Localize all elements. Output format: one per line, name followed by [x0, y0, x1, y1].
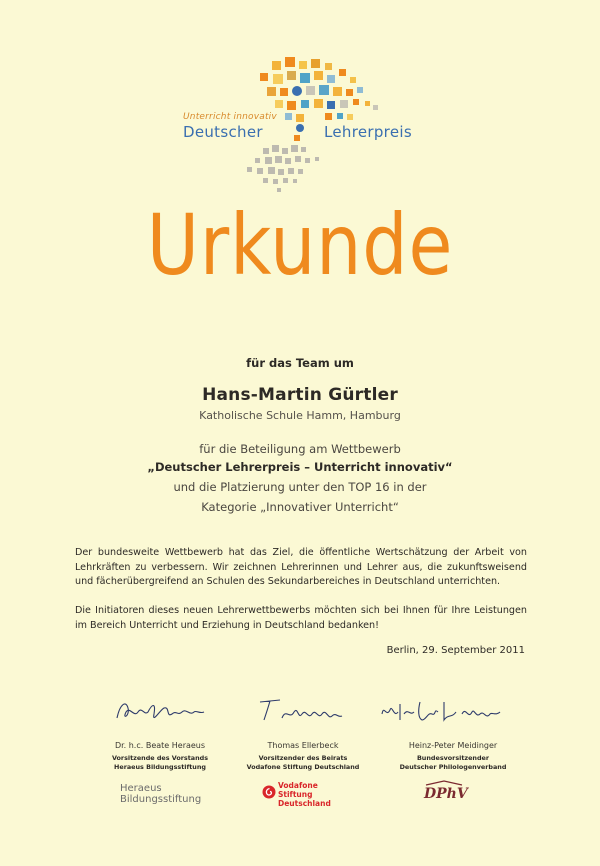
role-line: Vorsitzender des Beirats	[258, 754, 348, 762]
org-line: Bildungsstiftung	[120, 794, 202, 805]
role-line: Heraeus Bildungsstiftung	[114, 763, 206, 771]
signature-heraeus	[112, 690, 212, 730]
logo-name-deutscher: Deutscher	[183, 123, 263, 141]
signature-ellerbeck	[252, 690, 352, 730]
paragraph-goal: Der bundesweite Wettbewerb hat das Ziel, die öffentliche Wertschätzung der Arbeit von Lehrkräften zu verbessern. Wir zeichnen Lehrerinnen und Lehrer aus, die zukunftsweisend und fächerübergreifend an Schulen des Sekundarbereiches in Deutschland unterrichten.	[75, 547, 527, 587]
dphv-logo-text: DPhV	[424, 786, 468, 802]
role-line: Bundesvorsitzender	[416, 754, 490, 762]
award-category: Kategorie „Innovativer Unterricht“	[201, 500, 399, 514]
role-line: Vorsitzende des Vorstands	[111, 754, 209, 762]
paragraph-thanks: Die Initiatoren dieses neuen Lehrerwettbewerbs möchten sich bei Ihnen für Ihre Leistungen im Bereich Unterricht und Erziehung in Deutschland bedanken!	[75, 605, 527, 631]
recipient-name: Hans-Martin Gürtler	[202, 385, 398, 405]
dphv-logo	[424, 780, 484, 802]
award-competition: „Deutscher Lehrerpreis – Unterricht innovativ“	[147, 460, 453, 474]
recipient-intro: für das Team um	[246, 356, 354, 370]
award-placement: und die Platzierung unter den TOP 16 in der	[173, 480, 427, 494]
org-line: Heraeus	[120, 783, 162, 794]
vodafone-speechmark-icon	[262, 785, 276, 799]
deutscher-lehrerpreis-logo	[175, 55, 435, 200]
signatory-role-meidinger	[368, 754, 538, 772]
date-line: Berlin, 29. September 2011	[386, 645, 525, 656]
org-line: Vodafone	[278, 781, 318, 790]
logo-tagline: Unterricht innovativ	[183, 112, 277, 122]
vodafone-logo-text	[278, 781, 331, 808]
logo-name-lehrerpreis: Lehrerpreis	[324, 123, 412, 141]
org-line: Deutschland	[278, 799, 331, 808]
signatory-name-heraeus: Dr. h.c. Beate Heraeus	[114, 741, 206, 750]
org-line: Stiftung	[278, 790, 313, 799]
recipient-school: Katholische Schule Hamm, Hamburg	[199, 409, 401, 422]
heraeus-logo	[120, 783, 240, 805]
certificate-title: Urkunde	[146, 196, 454, 294]
signatory-role-ellerbeck	[218, 754, 388, 772]
signature-meidinger	[378, 690, 508, 730]
signatory-name-ellerbeck: Thomas Ellerbeck	[267, 741, 339, 750]
role-line: Deutscher Philologenverband	[399, 763, 507, 771]
award-participation: für die Beteiligung am Wettbewerb	[199, 442, 401, 456]
signatory-name-meidinger: Heinz-Peter Meidinger	[408, 741, 498, 750]
role-line: Vodafone Stiftung Deutschland	[246, 763, 360, 771]
